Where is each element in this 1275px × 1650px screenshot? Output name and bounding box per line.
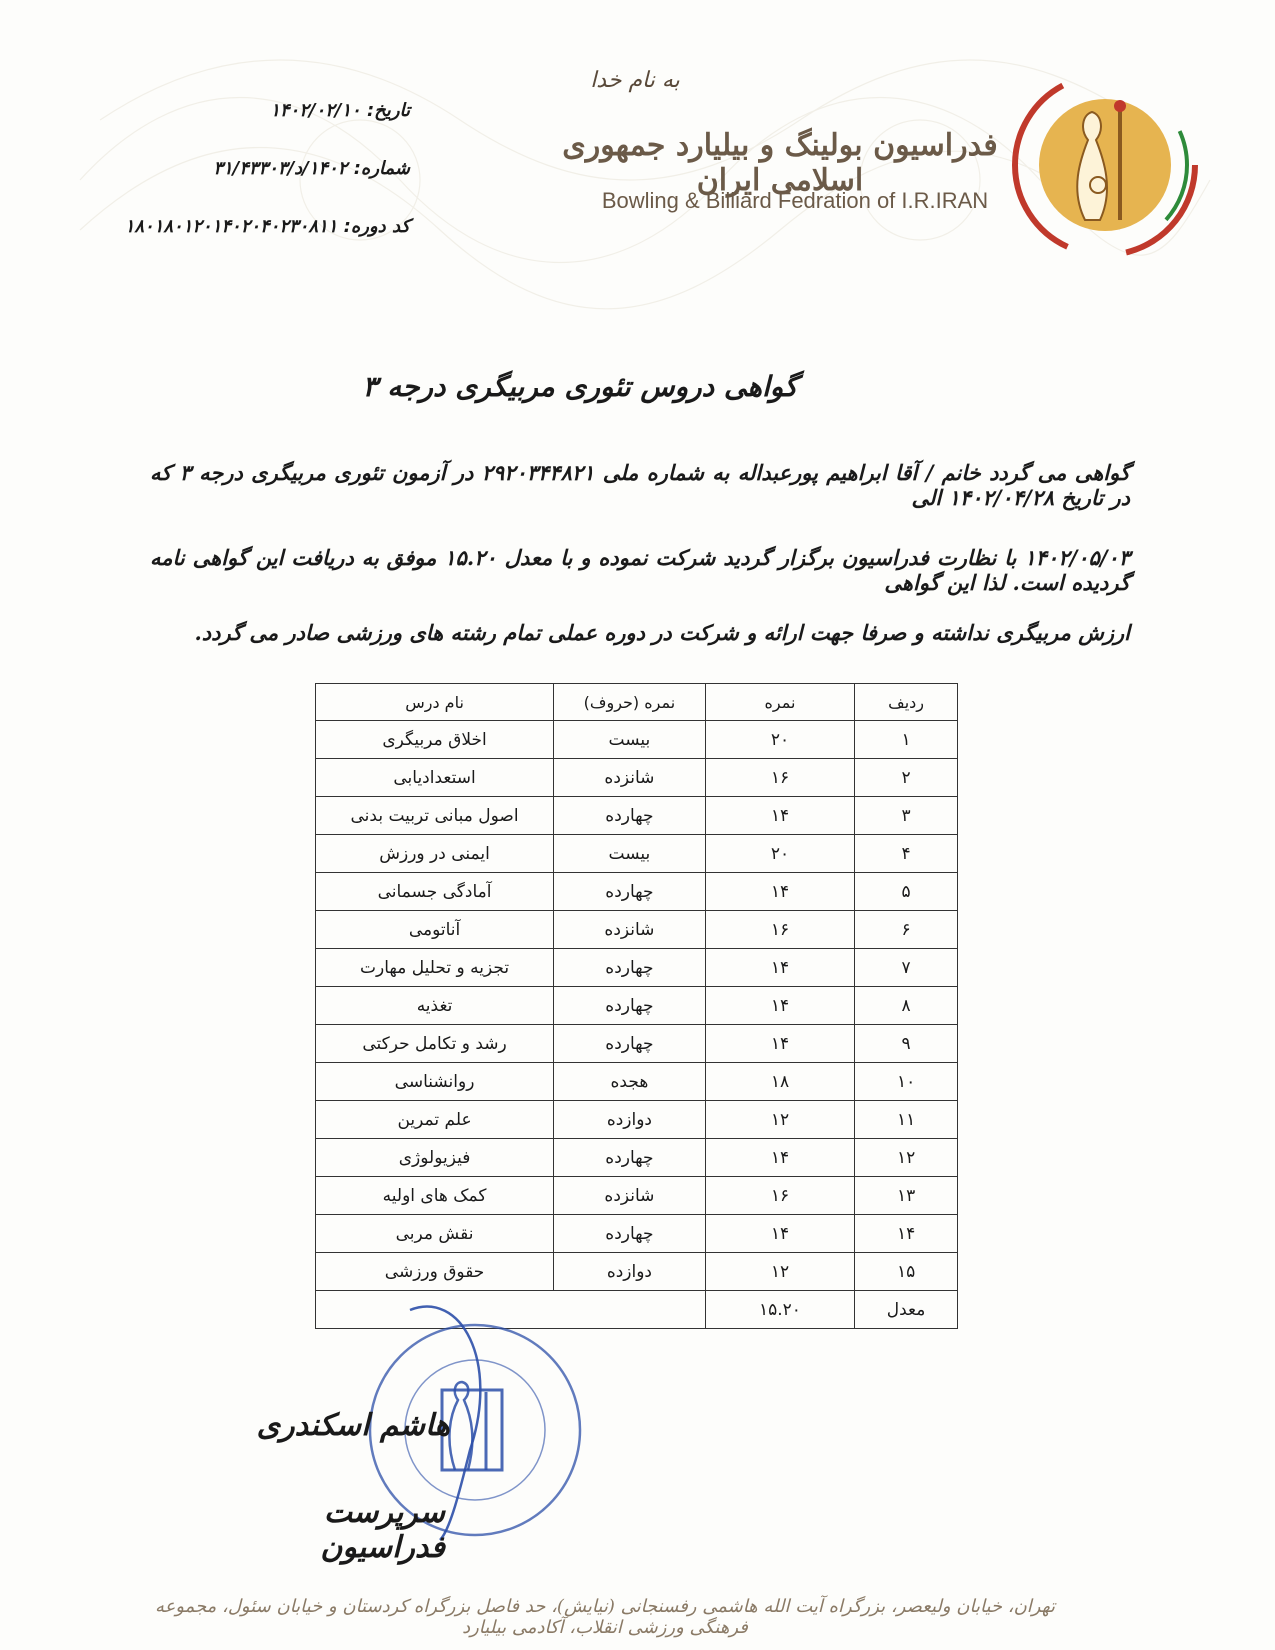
row-number: ۲ [855,759,958,797]
row-number: ۳ [855,797,958,835]
score: ۱۴ [705,1025,854,1063]
score: ۱۴ [705,987,854,1025]
table-row [316,835,958,873]
header-course-name: نام درس [316,684,554,721]
signatory-title: سرپرست فدراسیون [320,1495,445,1565]
letter-number: شماره: ۱۴۰۲/د/۳۱/۴۳۳۰۳ [213,158,410,179]
score-letters: دوازده [554,1101,706,1139]
header-row-number: ردیف [855,684,958,721]
body-paragraph-line-3: ارزش مربیگری نداشته و صرفا جهت ارائه و شرکت در دوره عملی تمام رشته های ورزشی صادر می گردد. [194,620,1130,645]
score: ۲۰ [705,721,854,759]
course-name: اخلاق مربیگری [316,721,554,759]
row-number: ۷ [855,949,958,987]
score-letters: چهارده [554,873,706,911]
letter-date: تاریخ: ۱۴۰۲/۰۲/۱۰ [270,100,410,121]
score-letters: چهارده [554,1025,706,1063]
row-number: ۵ [855,873,958,911]
footer-address: تهران، خیابان ولیعصر، بزرگراه آیت الله هاشمی رفسنجانی (نیایش)، حد فاصل بزرگراه کردستان و خیابان سئول، مجموعه فرهنگی ورزشی انقلاب، آکادمی بیلیارد [154,1596,1056,1638]
course-name: استعدادیابی [316,759,554,797]
federation-logo [1010,70,1200,260]
score-letters: چهارده [554,987,706,1025]
score-letters: دوازده [554,1253,706,1291]
row-number: ۱۲ [855,1139,958,1177]
score-letters: چهارده [554,1139,706,1177]
score: ۱۸ [705,1063,854,1101]
table-header-row [316,684,958,721]
course-name: کمک های اولیه [316,1177,554,1215]
certificate-title: گواهی دروس تئوری مربیگری درجه ۳ [362,370,798,403]
score: ۲۰ [705,835,854,873]
table-row [316,949,958,987]
score: ۱۶ [705,1177,854,1215]
row-number: ۴ [855,835,958,873]
row-number: ۱۴ [855,1215,958,1253]
row-number: ۱۵ [855,1253,958,1291]
course-name: فیزیولوژی [316,1139,554,1177]
row-number: ۱۰ [855,1063,958,1101]
header-score-letters: نمره (حروف) [554,684,706,721]
average-value: ۱۵.۲۰ [705,1291,854,1329]
score-letters: شانزده [554,911,706,949]
score: ۱۶ [705,759,854,797]
score-letters: هجده [554,1063,706,1101]
row-number: ۱۱ [855,1101,958,1139]
table-row [316,759,958,797]
table-row [316,1177,958,1215]
row-number: ۹ [855,1025,958,1063]
course-name: تجزیه و تحلیل مهارت [316,949,554,987]
signatory-name: هاشم اسکندری [256,1408,450,1443]
course-name: حقوق ورزشی [316,1253,554,1291]
score-letters: شانزده [554,1177,706,1215]
course-name: تغذیه [316,987,554,1025]
row-number: ۱۳ [855,1177,958,1215]
course-name: نقش مربی [316,1215,554,1253]
score: ۱۲ [705,1253,854,1291]
table-row [316,1253,958,1291]
table-row [316,987,958,1025]
table-row [316,873,958,911]
table-row [316,721,958,759]
course-name: آناتومی [316,911,554,949]
average-label: معدل [855,1291,958,1329]
table-row [316,1101,958,1139]
course-name: اصول مبانی تربیت بدنی [316,797,554,835]
score-letters: بیست [554,721,706,759]
score: ۱۴ [705,1215,854,1253]
table-row [316,1025,958,1063]
course-code: کد دوره: ۱۸۰۱۸۰۱۲۰۱۴۰۲۰۴۰۲۳۰۸۱۱ [124,216,410,237]
score-letters: چهارده [554,1215,706,1253]
row-number: ۶ [855,911,958,949]
score-letters: چهارده [554,949,706,987]
table-row [316,797,958,835]
table-row [316,1063,958,1101]
score-letters: شانزده [554,759,706,797]
body-paragraph-line-1: گواهی می گردد خانم / آقا ابراهیم پورعبداله به شماره ملی ۲۹۲۰۳۴۴۸۲۱ در آزمون تئوری مربیگری درجه ۳ که در تاریخ ۱۴۰۲/۰۴/۲۸ الی [150,460,1130,511]
course-name: علم تمرین [316,1101,554,1139]
score: ۱۶ [705,911,854,949]
bismillah-text: به نام خدا [590,68,680,93]
body-paragraph-line-2: ۱۴۰۲/۰۵/۰۳ با نظارت فدراسیون برگزار گردید شرکت نموده و با معدل ۱۵.۲۰ موفق به دریافت این گواهی نامه گردیده است. لذا این گواهی [150,545,1130,596]
table-row [316,1215,958,1253]
course-name: رشد و تکامل حرکتی [316,1025,554,1063]
course-name: آمادگی جسمانی [316,873,554,911]
federation-name-persian: فدراسیون بولینگ و بیلیارد جمهوری اسلامی ایران [562,128,998,198]
grades-table [315,683,958,1329]
federation-name-english: Bowling & Billiard Fedration of I.R.IRAN [601,188,989,213]
score: ۱۴ [705,949,854,987]
score: ۱۴ [705,873,854,911]
header-score: نمره [705,684,854,721]
score: ۱۲ [705,1101,854,1139]
score-letters: چهارده [554,797,706,835]
score: ۱۴ [705,1139,854,1177]
table-row [316,1139,958,1177]
course-name: روانشناسی [316,1063,554,1101]
row-number: ۸ [855,987,958,1025]
row-number: ۱ [855,721,958,759]
score-letters: بیست [554,835,706,873]
score: ۱۴ [705,797,854,835]
course-name: ایمنی در ورزش [316,835,554,873]
table-row [316,911,958,949]
